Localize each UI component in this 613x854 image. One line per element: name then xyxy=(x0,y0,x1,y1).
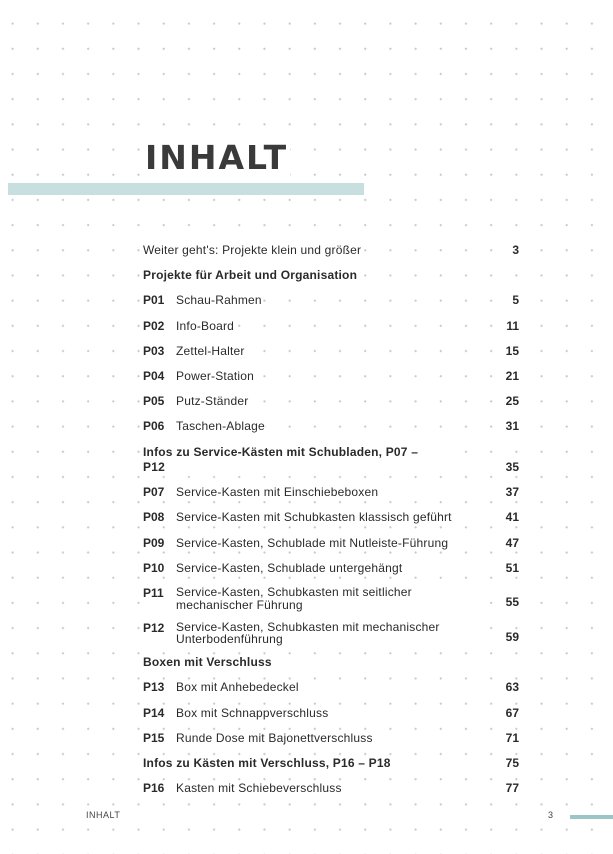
toc-project-code: P13 xyxy=(143,680,165,695)
toc-page-number: 77 xyxy=(503,781,519,797)
toc-section xyxy=(143,756,519,772)
toc-project-code: P08 xyxy=(143,510,165,525)
toc-entry-text xyxy=(143,510,452,526)
toc-entry-text xyxy=(143,268,357,284)
toc-label: Schau-Rahmen xyxy=(176,293,262,308)
toc-label: Infos zu Service-Kästen mit Schubladen, P07 – P12 xyxy=(143,444,419,475)
toc-label: Kasten mit Schiebeverschluss xyxy=(176,781,342,796)
toc-label: Infos zu Kästen mit Verschluss, P16 – P18 xyxy=(143,755,391,770)
toc-entry-text xyxy=(143,243,361,259)
toc-entry xyxy=(143,293,519,309)
toc-entry-text xyxy=(143,756,391,772)
toc-label: Weiter geht's: Projekte klein und größer xyxy=(143,243,362,257)
toc-section xyxy=(143,655,519,671)
toc-entry xyxy=(143,485,519,501)
toc-project-code: P11 xyxy=(143,586,164,601)
toc-entry-text xyxy=(143,586,476,611)
toc-entry-text xyxy=(143,706,328,722)
toc-page-number: 21 xyxy=(503,369,519,385)
toc-label: Service-Kasten mit Einschiebeboxen xyxy=(176,485,379,500)
toc-entry-text xyxy=(143,319,234,335)
toc-page-number: 15 xyxy=(503,344,519,360)
toc-project-code: P04 xyxy=(143,368,165,383)
toc-entry xyxy=(143,561,519,577)
toc-entry xyxy=(143,781,519,797)
toc-page-number: 35 xyxy=(503,460,519,476)
toc-page-number: 59 xyxy=(503,630,519,646)
toc-entry xyxy=(143,510,519,526)
toc-entry-text xyxy=(143,419,265,435)
toc-entry-text xyxy=(143,621,476,646)
toc-entry xyxy=(143,680,519,696)
toc-entry-text xyxy=(143,731,373,747)
toc-label: Service-Kasten, Schubkasten mit mechanischer Unterbodenführung xyxy=(176,619,440,647)
toc-project-code: P02 xyxy=(143,318,165,333)
toc-project-code: P14 xyxy=(143,705,165,720)
footer-section-label: INHALT xyxy=(86,810,121,820)
toc-entry xyxy=(143,243,519,259)
toc-entry-text xyxy=(143,445,443,476)
toc-label: Box mit Schnappverschluss xyxy=(176,705,329,720)
toc-project-code: P15 xyxy=(143,730,165,745)
toc-page-number: 31 xyxy=(503,419,519,435)
toc-label: Taschen-Ablage xyxy=(176,419,265,434)
toc-entry xyxy=(143,344,519,360)
title-accent-bar xyxy=(8,183,364,195)
toc-entry xyxy=(143,369,519,385)
toc-page-number: 55 xyxy=(503,595,519,611)
toc-page-number: 67 xyxy=(503,706,519,722)
toc-page-number: 25 xyxy=(503,394,519,410)
toc-entry-text xyxy=(143,293,262,309)
toc-entry xyxy=(143,319,519,335)
toc-project-code: P03 xyxy=(143,343,165,358)
toc-label: Service-Kasten, Schubkasten mit seitlicher mechanischer Führung xyxy=(176,585,412,612)
toc-entry xyxy=(143,419,519,435)
toc-label: Service-Kasten, Schublade untergehängt xyxy=(176,560,403,575)
toc-project-code: P12 xyxy=(143,620,165,635)
toc-entry xyxy=(143,706,519,722)
toc-project-code: P07 xyxy=(143,485,165,500)
toc-label: Service-Kasten mit Schubkasten klassisch geführt xyxy=(176,510,452,525)
footer-accent-bar xyxy=(570,815,613,819)
toc-entry-text xyxy=(143,561,402,577)
toc-label: Projekte für Arbeit und Organisation xyxy=(143,268,358,283)
toc-label: Info-Board xyxy=(176,318,235,333)
toc-entry xyxy=(143,621,519,646)
toc-page-number: 63 xyxy=(503,680,519,696)
toc-entry-text xyxy=(143,781,342,797)
toc-entry xyxy=(143,586,519,611)
footer-page-number: 3 xyxy=(548,810,554,820)
toc-entry xyxy=(143,394,519,410)
toc-label: Zettel-Halter xyxy=(176,343,245,358)
toc-project-code: P06 xyxy=(143,419,165,434)
toc-label: Power-Station xyxy=(176,368,254,383)
toc-project-code: P16 xyxy=(143,781,165,796)
toc-entry-text xyxy=(143,680,299,696)
toc-page-number: 11 xyxy=(503,319,519,335)
toc-page-number: 37 xyxy=(503,485,519,501)
toc-page-number: 41 xyxy=(503,510,519,526)
toc-page-number: 51 xyxy=(503,561,519,577)
toc-label: Runde Dose mit Bajonettverschluss xyxy=(176,730,373,745)
toc-page-number: 47 xyxy=(503,536,519,552)
toc-section xyxy=(143,268,519,284)
toc-section xyxy=(143,445,519,476)
toc-entry-text xyxy=(143,485,378,501)
toc-entry-text xyxy=(143,655,272,671)
toc-project-code: P01 xyxy=(143,293,165,308)
table-of-contents xyxy=(143,243,519,806)
toc-project-code: P05 xyxy=(143,394,165,409)
toc-entry-text xyxy=(143,536,448,552)
toc-label: Boxen mit Verschluss xyxy=(143,655,272,670)
toc-page-number: 3 xyxy=(509,243,519,259)
toc-entry-text xyxy=(143,344,245,360)
toc-project-code: P10 xyxy=(143,560,165,575)
toc-entry-text xyxy=(143,394,248,410)
toc-entry-text xyxy=(143,369,254,385)
toc-label: Putz-Ständer xyxy=(176,394,249,409)
toc-page-number: 71 xyxy=(503,731,519,747)
toc-label: Service-Kasten, Schublade mit Nutleiste-Führung xyxy=(176,535,449,550)
toc-entry xyxy=(143,731,519,747)
toc-label: Box mit Anhebedeckel xyxy=(176,680,299,695)
page-title: INHALT xyxy=(143,136,290,180)
toc-entry xyxy=(143,536,519,552)
toc-page-number: 75 xyxy=(503,756,519,772)
toc-page-number: 5 xyxy=(509,293,519,309)
toc-project-code: P09 xyxy=(143,535,165,550)
